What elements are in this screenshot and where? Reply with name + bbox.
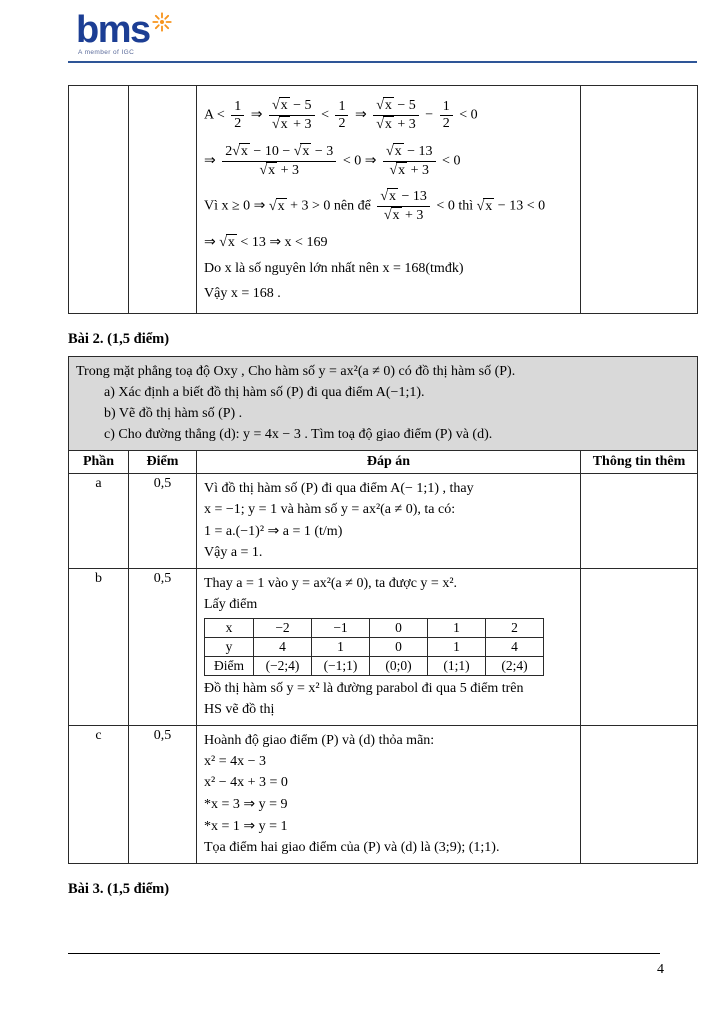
dapan-cell (197, 568, 581, 725)
pts-cell: 2 (486, 618, 544, 637)
answer-line: Lấy điểm (204, 596, 258, 612)
answer-line: ⇒ √x < 13 ⇒ x < 169 (204, 235, 328, 251)
logo-text: bms (76, 9, 150, 51)
problem-row (69, 356, 698, 450)
pts-cell: −2 (254, 618, 312, 637)
page-number: 4 (657, 962, 664, 977)
table-row (69, 86, 698, 314)
pts-cell: y (205, 637, 254, 656)
bms-logo (68, 9, 697, 57)
answer-line: Đồ thị hàm số y = x² là đường parabol đi qua 5 điểm trên (204, 680, 524, 696)
thongtin-cell (581, 473, 698, 568)
phan-cell: a (69, 473, 129, 568)
logo-tagline: A member of IGC (78, 49, 135, 57)
pts-cell: (−2;4) (254, 656, 312, 675)
thongtin-cell (581, 86, 698, 314)
diem-cell: 0,5 (129, 473, 197, 568)
diem-cell: 0,5 (129, 568, 197, 725)
bai2-table (68, 356, 698, 864)
phan-cell: b (69, 568, 129, 725)
answer-line: 1 = a.(−1)² ⇒ a = 1 (t/m) (204, 523, 343, 539)
problem-line: b) Vẽ đồ thị hàm số (P) . (104, 405, 243, 421)
pts-cell: (−1;1) (312, 656, 370, 675)
answer-line: Tọa điểm hai giao điểm của (P) và (d) là (3;9); (1;1). (204, 839, 500, 855)
answer-line: HS vẽ đồ thị (204, 701, 275, 717)
diem-cell (129, 86, 197, 314)
answer-line: Vì đồ thị hàm số (P) đi qua điểm A(− 1;1) , thay (204, 480, 474, 496)
answer-line: Vậy a = 1. (204, 544, 263, 560)
answer-line: x² − 4x + 3 = 0 (204, 774, 288, 790)
dapan-cell (197, 86, 581, 314)
phan-cell (69, 86, 129, 314)
row-b (69, 568, 698, 725)
pts-cell: 4 (254, 637, 312, 656)
problem-line: c) Cho đường thẳng (d): y = 4x − 3 . Tìm toạ độ giao điểm (P) và (d). (104, 426, 493, 442)
points-row-y (205, 637, 544, 656)
pts-cell: 1 (428, 637, 486, 656)
thongtin-cell (581, 568, 698, 725)
col-header-phan: Phần (69, 450, 129, 473)
sun-icon (152, 12, 172, 32)
bai3-heading: Bài 3. (1,5 điểm) (68, 880, 170, 897)
answer-line: Do x là số nguyên lớn nhất nên x = 168(tmđk) (204, 260, 464, 276)
pts-cell: Điểm (205, 656, 254, 675)
answer-line: ⇒ $\frac{2√x - 10 - √x - 3}{√x + 3}$ < 0 ⇒ $\frac{√x - 13}{√x + 3}$ < 0 (204, 143, 461, 178)
answer-line: x² = 4x − 3 (204, 753, 266, 769)
solution-table-bai1 (68, 85, 698, 314)
dapan-cell (197, 473, 581, 568)
phan-cell: c (69, 725, 129, 863)
col-header-diem: Điểm (129, 450, 197, 473)
pts-cell: (2;4) (486, 656, 544, 675)
footer-divider (68, 953, 660, 954)
page-content (0, 63, 724, 898)
bai2-problem-cell (69, 356, 698, 450)
pts-cell: 4 (486, 637, 544, 656)
pts-cell: −1 (312, 618, 370, 637)
answer-line: Vì x ≥ 0 ⇒ √x + 3 > 0 nên để $\frac{√x - 13}{√x + 3}$ < 0 thì √x − 13 < 0 (204, 189, 546, 224)
thongtin-cell (581, 725, 698, 863)
pts-cell: (1;1) (428, 656, 486, 675)
answer-line: Thay a = 1 vào y = ax²(a ≠ 0), ta được y = x². (204, 575, 458, 591)
answer-line: *x = 1 ⇒ y = 1 (204, 818, 288, 834)
answer-line: Hoành độ giao điểm (P) và (d) thỏa mãn: (204, 732, 435, 748)
pts-cell: 1 (428, 618, 486, 637)
answer-line: A < $\frac{1}{2}$ ⇒ $\frac{√x - 5}{√x + 3}$ < $\frac{1}{2}$ ⇒ $\frac{√x - 5}{√x + 3}$ − $\frac{1}{2}$ < 0 (204, 98, 478, 133)
dapan-cell (197, 725, 581, 863)
page-footer (68, 953, 697, 978)
bai2-heading: Bài 2. (1,5 điểm) (68, 330, 170, 347)
col-header-thongtin: Thông tin thêm (581, 450, 698, 473)
pts-cell: 0 (370, 618, 428, 637)
answer-line: x = −1; y = 1 và hàm số y = ax²(a ≠ 0), ta có: (204, 501, 456, 517)
pts-cell: 1 (312, 637, 370, 656)
problem-line: a) Xác định a biết đồ thị hàm số (P) đi qua điểm A(−1;1). (104, 384, 425, 400)
diem-cell: 0,5 (129, 725, 197, 863)
page-header (0, 0, 724, 63)
pts-cell: 0 (370, 637, 428, 656)
column-header-row (69, 450, 698, 473)
answer-line: Vậy x = 168 . (204, 285, 281, 301)
row-c (69, 725, 698, 863)
col-header-dapan: Đáp án (197, 450, 581, 473)
pts-cell: x (205, 618, 254, 637)
points-row-diem (205, 656, 544, 675)
answer-line: *x = 3 ⇒ y = 9 (204, 796, 288, 812)
problem-line: Trong mặt phẳng toạ độ Oxy , Cho hàm số y = ax²(a ≠ 0) có đồ thị hàm số (P). (76, 363, 516, 379)
points-row-x (205, 618, 544, 637)
points-table (204, 618, 544, 676)
pts-cell: (0;0) (370, 656, 428, 675)
row-a (69, 473, 698, 568)
